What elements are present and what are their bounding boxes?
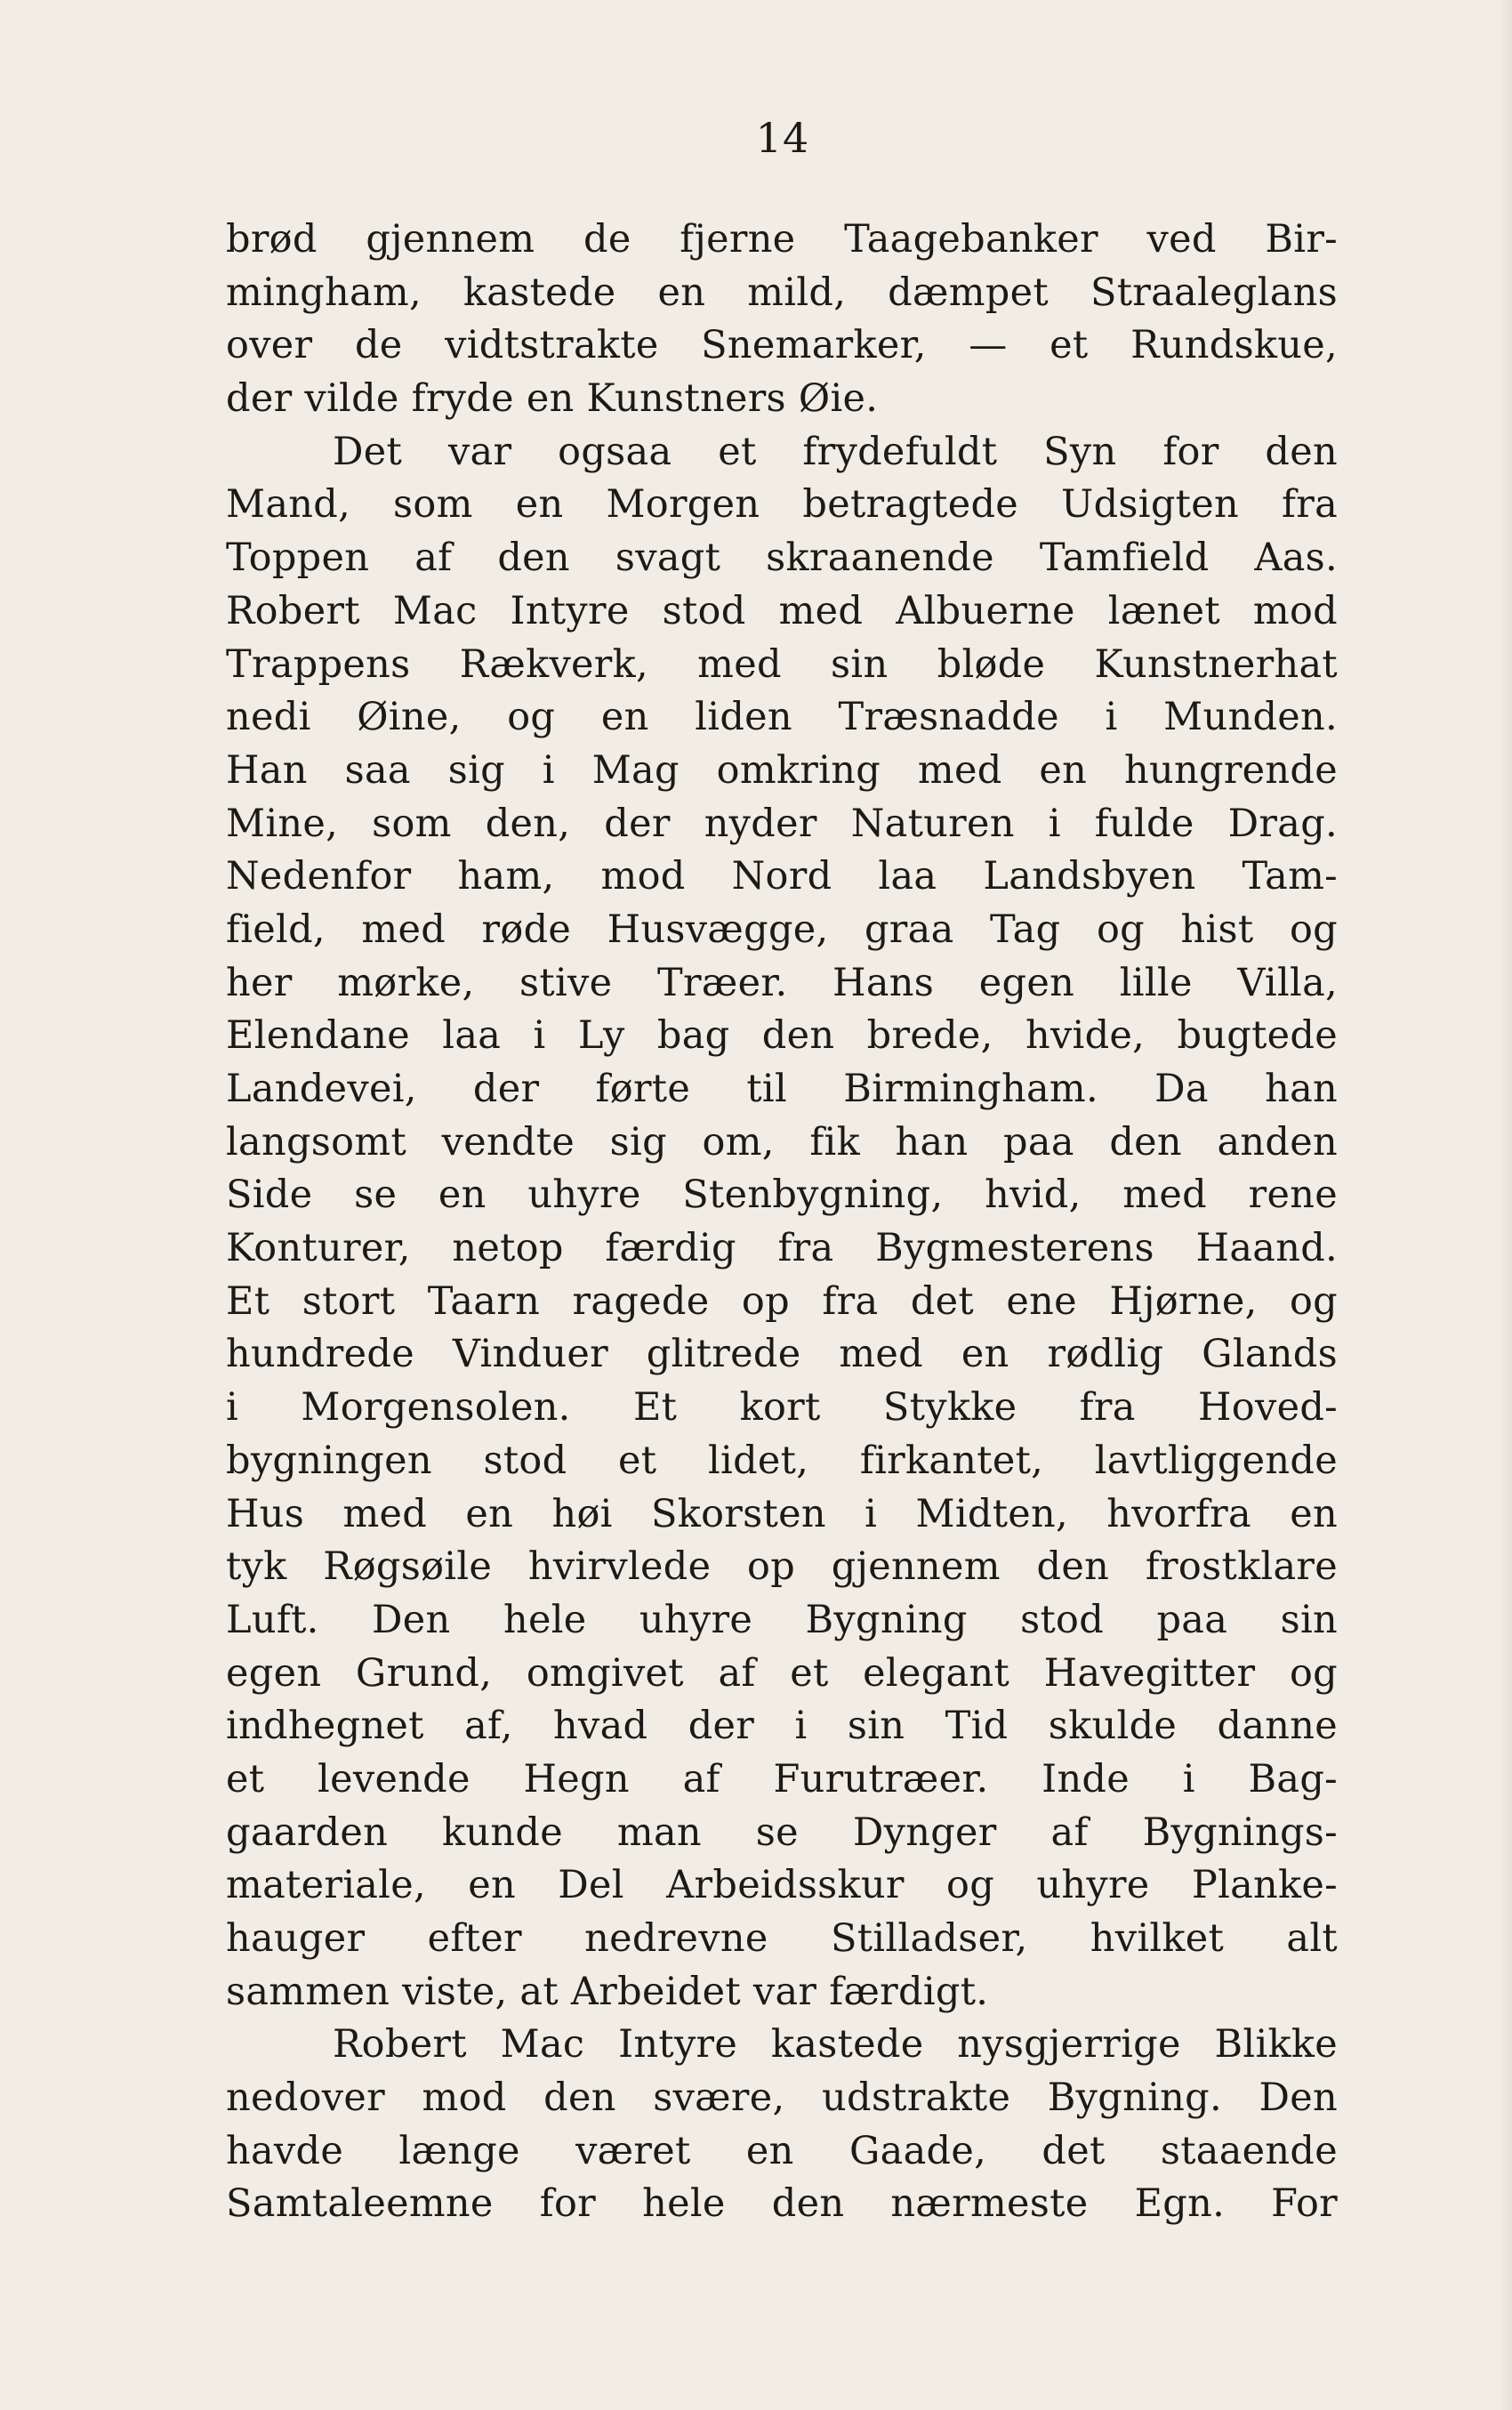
text-line-18: langsomt vendte sig om, fik han paa den anden	[226, 1119, 1338, 1165]
text-line-1: brød gjennem de fjerne Taagebanker ved Bir-	[226, 217, 1338, 262]
text-line-9: Trappens Rækverk, med sin bløde Kunstnerhat	[226, 641, 1338, 687]
text-line-11: Han saa sig i Mag omkring med en hungrende	[226, 747, 1338, 793]
text-line-6: Mand, som en Morgen betragtede Udsigten fra	[226, 482, 1338, 528]
text-line-25: Hus med en høi Skorsten i Midten, hvorfra en	[226, 1491, 1338, 1536]
text-line-17: Landevei, der førte til Birmingham. Da han	[226, 1067, 1338, 1111]
text-line-34: sammen viste, at Arbeidet var færdigt.	[226, 1969, 989, 2014]
text-line-19: Side se en uhyre Stenbygning, hvid, med rene	[226, 1173, 1338, 1218]
text-line-7: Toppen af den svagt skraanende Tamfield Aas.	[226, 536, 1338, 581]
text-line-5: Det var ogsaa et frydefuldt Syn for den	[333, 429, 1338, 474]
text-line-13: Nedenfor ham, mod Nord laa Landsbyen Tam-	[226, 854, 1338, 899]
text-line-21: Et stort Taarn ragede op fra det ene Hjørne, og	[226, 1278, 1338, 1324]
text-line-38: Samtaleemne for hele den nærmeste Egn. For	[226, 2181, 1338, 2227]
text-line-22: hundrede Vinduer glitrede med en rødlig Glands	[226, 1332, 1338, 1377]
text-line-37: havde længe været en Gaade, det staaende	[226, 2128, 1338, 2173]
text-line-14: field, med røde Husvægge, graa Tag og hist og	[226, 907, 1338, 952]
text-line-3: over de vidtstrakte Snemarker, — et Rundskue,	[226, 323, 1338, 368]
text-line-30: et levende Hegn af Furutræer. Inde i Bag-	[226, 1756, 1338, 1801]
text-line-28: egen Grund, omgivet af et elegant Havegitter og	[226, 1650, 1338, 1696]
text-line-8: Robert Mac Intyre stod med Albuerne lænet mod	[226, 588, 1338, 633]
text-line-20: Konturer, netop færdig fra Bygmesterens Haand.	[226, 1226, 1338, 1271]
text-line-31: gaarden kunde man se Dynger af Bygnings-	[226, 1810, 1338, 1855]
text-line-4: der vilde fryde en Kunstners Øie.	[226, 376, 879, 422]
text-line-16: Elendane laa i Ly bag den brede, hvide, bugtede	[226, 1013, 1338, 1059]
text-line-35: Robert Mac Intyre kastede nysgjerrige Blikke	[333, 2022, 1338, 2067]
body-text	[226, 214, 1338, 2231]
text-line-33: hauger efter nedrevne Stilladser, hvilket alt	[226, 1916, 1338, 1961]
text-line-23: i Morgensolen. Et kort Stykke fra Hoved-	[226, 1385, 1338, 1431]
text-line-29: indhegnet af, hvad der i sin Tid skulde danne	[226, 1704, 1338, 1749]
text-line-32: materiale, en Del Arbeidsskur og uhyre Planke-	[226, 1863, 1338, 1908]
text-line-15: her mørke, stive Træer. Hans egen lille Villa,	[226, 960, 1338, 1005]
text-line-10: nedi Øine, og en liden Træsnadde i Munden.	[226, 695, 1338, 740]
text-line-27: Luft. Den hele uhyre Bygning stod paa sin	[226, 1597, 1338, 1642]
page-number: 14	[755, 114, 810, 162]
text-line-24: bygningen stod et lidet, firkantet, lavtliggende	[226, 1438, 1338, 1483]
text-line-12: Mine, som den, der nyder Naturen i fulde Drag.	[226, 801, 1338, 846]
page-edge-shadow	[1500, 0, 1512, 2410]
text-line-36: nedover mod den svære, udstrakte Bygning. Den	[226, 2076, 1338, 2121]
text-line-2: mingham, kastede en mild, dæmpet Straaleglans	[226, 270, 1338, 315]
text-line-26: tyk Røgsøile hvirvlede op gjennem den frostklare	[226, 1544, 1338, 1590]
